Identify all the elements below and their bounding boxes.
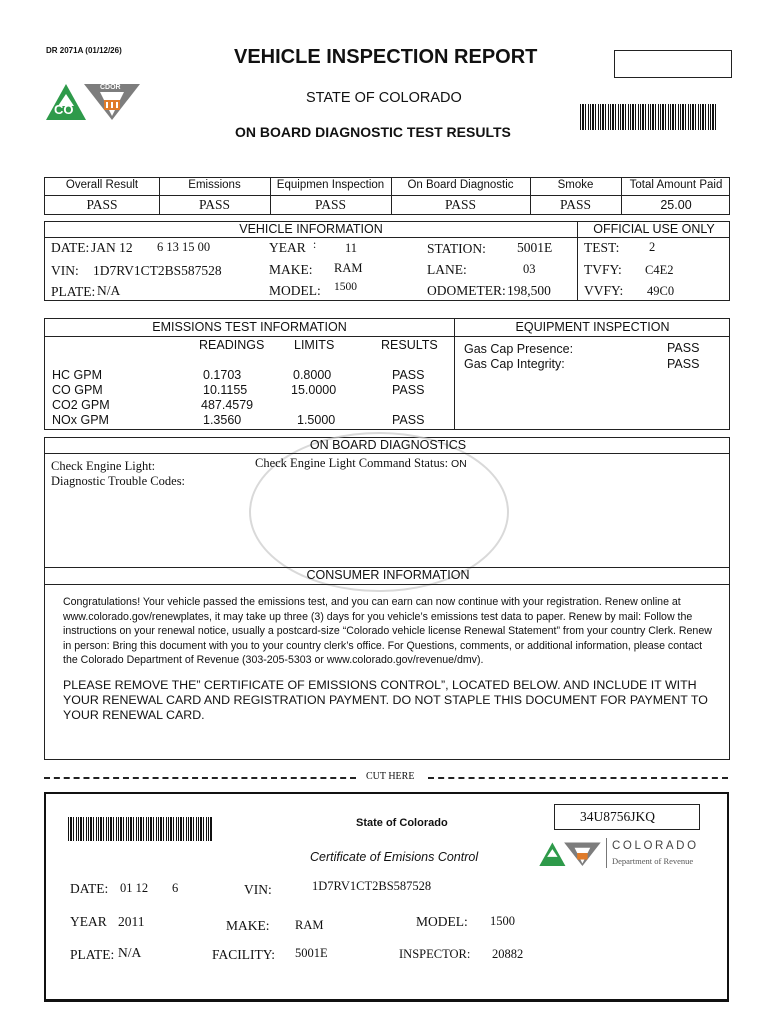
certificate-state: State of Colorado <box>356 817 448 829</box>
certificate-code-box <box>554 804 700 830</box>
vehicle-info-box <box>44 221 730 301</box>
col-results: RESULTS <box>381 338 438 352</box>
dtc-label: Diagnostic Trouble Codes: <box>51 474 186 488</box>
cert-vin-value: 1D7RV1CT2BS587528 <box>312 879 432 893</box>
state-title: STATE OF COLORADO <box>306 90 462 106</box>
make-value: RAM <box>334 261 363 275</box>
summary-header: Equipmen Inspection <box>276 179 385 191</box>
department-logo <box>538 836 710 872</box>
cert-date-value: 01 12 <box>120 881 149 895</box>
cert-plate-value: N/A <box>118 945 142 960</box>
emission-name: CO GPM <box>52 383 103 397</box>
time-value: 6 13 15 00 <box>157 240 211 254</box>
summary-value: 25.00 <box>660 198 692 212</box>
office-stamp-box <box>614 50 732 78</box>
emission-result: PASS <box>392 383 425 397</box>
emission-result: PASS <box>392 368 425 382</box>
form-id: DR 2071A (01/12/26) <box>46 46 122 55</box>
equipment-name: Gas Cap Presence: <box>464 342 574 356</box>
logo-badge: CDOR <box>100 84 121 91</box>
station-label: STATION: <box>427 241 486 256</box>
cert-plate-label: PLATE: <box>70 947 115 962</box>
lane-label: LANE: <box>427 262 467 277</box>
department-sub: Department of Revenue <box>612 856 694 866</box>
tvfy-label: TVFY: <box>584 262 622 277</box>
department-logo-icon <box>538 836 602 870</box>
department-name: COLORADO <box>612 840 699 852</box>
cert-inspector-label: INSPECTOR: <box>399 947 471 961</box>
cert-facility-value: 5001E <box>295 946 328 960</box>
header-barcode <box>580 104 718 130</box>
cert-model-value: 1500 <box>490 914 515 928</box>
test-label: TEST: <box>584 240 620 255</box>
plate-value: N/A <box>97 283 121 298</box>
year-sep: : <box>313 239 317 251</box>
emission-name: CO2 GPM <box>52 398 110 412</box>
summary-value: PASS <box>444 197 477 212</box>
tvfy-value: C4E2 <box>645 263 674 277</box>
vin-value: 1D7RV1CT2BS587528 <box>93 263 222 278</box>
summary-table <box>44 177 730 215</box>
check-engine-label: Check Engine Light: <box>51 459 156 473</box>
consumer-notice: PLEASE REMOVE THE” CERTIFICATE OF EMISSIONS CONTROL”, LOCATED BELOW. AND INCLUDE IT WITH YOUR RENEWAL CARD AND REGISTRATION PAYMENT. DO NOT STAPLE THIS DOCUMENT FOR PAYMENT TO YOUR RENEWAL CARD. <box>63 678 708 723</box>
emission-limit: 15.0000 <box>291 383 337 397</box>
consumer-title: CONSUMER INFORMATION <box>306 568 470 582</box>
certificate-code: 34U8756JKQ <box>580 809 656 824</box>
vvfy-label: VVFY: <box>584 283 624 298</box>
lane-value: 03 <box>523 262 536 276</box>
certificate-barcode <box>68 817 212 841</box>
emissions-equipment-box <box>44 318 730 430</box>
report-subtitle: ON BOARD DIAGNOSTIC TEST RESULTS <box>235 124 511 140</box>
summary-value: PASS <box>559 197 592 212</box>
emission-reading: 1.3560 <box>203 413 242 427</box>
emission-limit: 1.5000 <box>297 413 336 427</box>
cut-line-left <box>44 777 356 779</box>
emission-reading: 10.1155 <box>203 383 248 397</box>
odometer-label: ODOMETER: <box>427 283 506 298</box>
station-value: 5001E <box>517 240 553 255</box>
date-label: DATE: <box>51 240 90 255</box>
vvfy-value: 49C0 <box>647 284 675 298</box>
cut-here-label: CUT HERE <box>366 771 415 782</box>
cdor-logo <box>44 78 142 122</box>
cert-make-label: MAKE: <box>226 918 270 933</box>
command-status-value: ON <box>451 458 467 470</box>
date-value: JAN 12 <box>91 240 133 255</box>
summary-header: Overall Result <box>65 179 139 191</box>
certificate-box <box>44 792 729 1002</box>
official-use-title: OFFICIAL USE ONLY <box>593 222 715 236</box>
odometer-value: 198,500 <box>507 283 551 298</box>
summary-value: PASS <box>314 197 347 212</box>
summary-header: Smoke <box>557 179 594 191</box>
certificate-title: Certificate of Emisions Control <box>310 850 479 864</box>
cert-year-value: 2011 <box>118 914 145 929</box>
consumer-paragraph: Congratulations! Your vehicle passed the emissions test, and you can earn can now continue with your registration. Renew online at www.colorado.gov/renewplates, it may take up three (3) days for you vehicle’s emissions test data to paper. Renew by mail: Follow the instructions on your renewal notice, usually a postcard-size “Colorado vehicle license Renewal Statement” from your country Clerk. Renew in person: Bring this document with you to your country clerk’s office. For Questions, comments, or additional information, please contact the Colorado Department of Revenue (303-205-5303 or www.colorado.gov/revenue/dmv). <box>63 596 712 667</box>
emissions-title: EMISSIONS TEST INFORMATION <box>152 320 347 334</box>
emission-name: HC GPM <box>52 368 102 382</box>
emission-result: PASS <box>392 413 425 427</box>
col-limits: LIMITS <box>294 338 335 352</box>
vin-label: VIN: <box>51 263 79 278</box>
model-label: MODEL: <box>269 283 321 298</box>
make-label: MAKE: <box>269 262 313 277</box>
emission-name: NOx GPM <box>52 413 109 427</box>
cert-date-label: DATE: <box>70 881 109 896</box>
cert-year-label: YEAR <box>70 914 107 929</box>
command-status-label: Check Engine Light Command Status: <box>255 456 449 470</box>
cert-make-value: RAM <box>295 918 324 932</box>
year-value: 11 <box>345 241 358 255</box>
cert-inspector-value: 20882 <box>492 947 524 961</box>
logo-text: CO <box>54 102 74 117</box>
obd-consumer-box <box>44 437 730 760</box>
report-title: VEHICLE INSPECTION REPORT <box>234 46 538 68</box>
test-value: 2 <box>649 240 656 254</box>
emission-reading: 0.1703 <box>203 368 242 382</box>
summary-value: PASS <box>86 197 118 212</box>
year-label: YEAR <box>269 240 306 255</box>
emission-reading: 487.4579 <box>201 398 254 412</box>
model-value: 1500 <box>334 281 357 293</box>
vehicle-info-title: VEHICLE INFORMATION <box>239 222 383 236</box>
cut-line-right <box>428 777 728 779</box>
summary-header: Total Amount Paid <box>629 179 723 191</box>
summary-header: Emissions <box>188 179 241 191</box>
cert-model-label: MODEL: <box>416 914 468 929</box>
plate-label: PLATE: <box>51 284 96 299</box>
summary-value: PASS <box>198 197 231 212</box>
cert-date-value2: 6 <box>172 881 179 895</box>
cert-vin-label: VIN: <box>244 882 272 897</box>
logo-divider <box>606 838 607 868</box>
cert-facility-label: FACILITY: <box>212 947 276 962</box>
equipment-title: EQUIPMENT INSPECTION <box>515 320 670 334</box>
obd-title: ON BOARD DIAGNOSTICS <box>309 438 467 452</box>
summary-header: On Board Diagnostic <box>407 179 514 191</box>
equipment-result: PASS <box>667 341 700 355</box>
equipment-name: Gas Cap Integrity: <box>464 357 565 371</box>
emission-limit: 0.8000 <box>293 368 332 382</box>
equipment-result: PASS <box>667 357 700 371</box>
col-readings: READINGS <box>199 338 265 352</box>
